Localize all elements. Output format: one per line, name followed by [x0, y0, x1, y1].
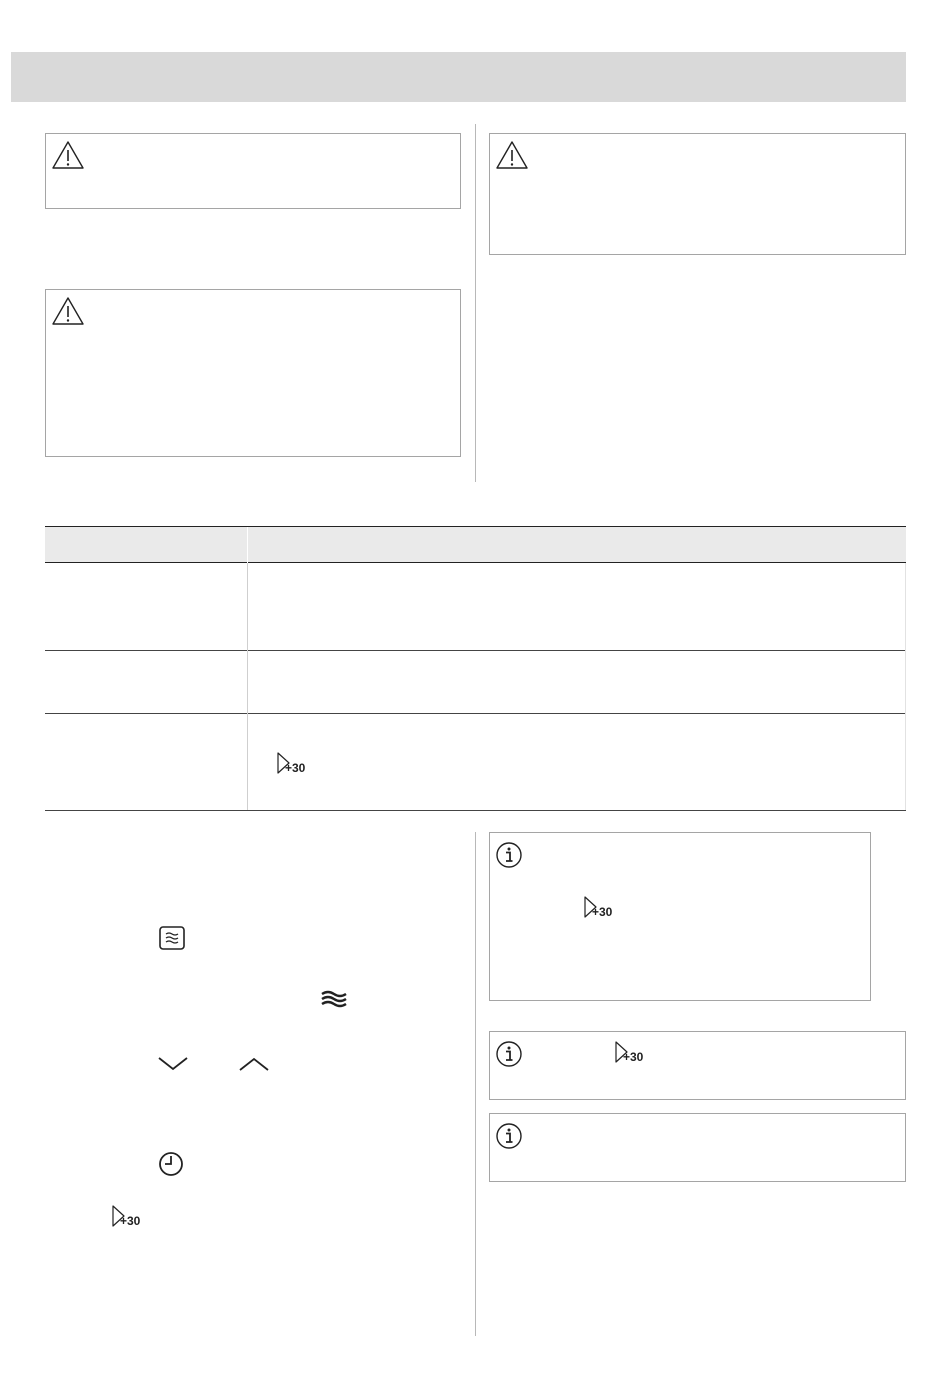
plus30-label: +30	[623, 1050, 644, 1064]
warning-triangle-icon	[50, 139, 86, 171]
plus30-label: +30	[120, 1214, 141, 1228]
info-box-3	[489, 1113, 906, 1182]
plus30-label: +30	[285, 761, 306, 775]
warning-box-2	[45, 289, 461, 457]
steam-waves-icon	[320, 989, 348, 1009]
table-column-divider	[247, 563, 248, 810]
section-header-bar	[11, 52, 906, 102]
chevron-up-icon	[238, 1054, 270, 1074]
info-circle-icon	[495, 1040, 523, 1068]
table-row	[274, 751, 314, 784]
table-row-divider	[45, 810, 906, 811]
column-divider-bottom	[475, 832, 476, 1336]
warning-box-1	[45, 133, 461, 209]
warning-box-3	[489, 133, 906, 255]
chevron-down-icon	[157, 1054, 189, 1074]
start-plus30-symbol	[612, 1040, 652, 1073]
warning-triangle-icon	[494, 139, 530, 171]
plus30-label: +30	[592, 905, 613, 919]
table-right-edge	[905, 563, 906, 810]
info-circle-icon	[495, 841, 523, 869]
start-plus30-symbol	[109, 1204, 149, 1237]
info-circle-icon	[495, 1122, 523, 1150]
info-box-2	[489, 1031, 906, 1100]
warning-triangle-icon	[50, 295, 86, 327]
clock-icon	[157, 1150, 185, 1178]
table-row-divider	[45, 713, 906, 714]
column-divider-top	[475, 124, 476, 482]
start-plus30-symbol	[581, 895, 621, 928]
table-header	[45, 526, 906, 563]
info-box-1	[489, 832, 871, 1001]
steam-button-icon	[158, 925, 186, 951]
table-row-divider	[45, 650, 906, 651]
